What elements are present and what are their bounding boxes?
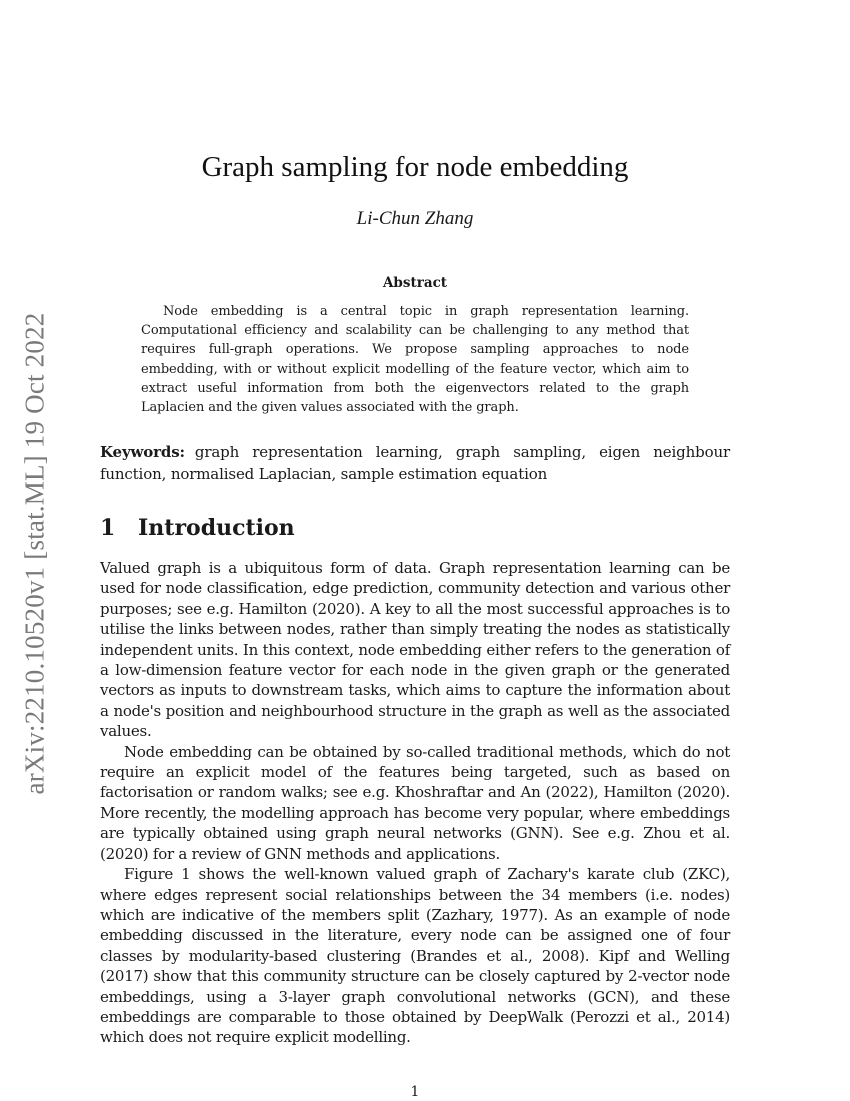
keywords-label: Keywords: bbox=[100, 443, 185, 461]
page-number: 1 bbox=[410, 1084, 420, 1100]
section-number: 1 bbox=[100, 515, 116, 541]
arxiv-identifier-margin bbox=[4, 288, 66, 818]
arxiv-identifier: arXiv:2210.10520v1 [stat.ML] 19 Oct 2022 bbox=[19, 312, 50, 794]
paragraph-2: Node embedding can be obtained by so-called traditional methods, which do not require an explicit model of the features being targeted, such as based on factorisation or random walks; see e.g. Khoshraftar and An (2022), Hamilton (2020). More recently, the modelling approach has become very popular, where embeddings are typically obtained using graph neural networks (GNN). See e.g. Zhou et al. (2020) for a review of GNN methods and applications. bbox=[100, 742, 730, 863]
abstract-text: Node embedding is a central topic in graph representation learning. Computational efficiency and scalability can be challenging to any method that requires full-graph operations. We propose sampling approaches to node embedding, with or without explicit modelling of the feature vector, which aim to extract useful information from both the eigenvectors related to the graph Laplacien and the given values associated with the graph. bbox=[141, 304, 689, 416]
section-body bbox=[100, 558, 730, 1048]
section-heading bbox=[100, 513, 730, 543]
keywords bbox=[100, 441, 730, 485]
keywords-text: graph representation learning, graph sampling, eigen neighbour function, normalised Laplacian, sample estimation equation bbox=[100, 443, 730, 483]
paragraph-3: Figure 1 shows the well-known valued graph of Zachary's karate club (ZKC), where edges represent social relationships between the 34 members (i.e. nodes) which are indicative of the members split (Zazhary, 1977). As an example of node embedding discussed in the literature, every node can be assigned one of four classes by modularity-based clustering (Brandes et al., 2008). Kipf and Welling (2017) show that this community structure can be closely captured by 2-vector node embeddings, using a 3-layer graph convolutional networks (GCN), and these embeddings are comparable to those obtained by DeepWalk (Perozzi et al., 2014) which does not require explicit modelling. bbox=[100, 865, 730, 1047]
section-title: Introduction bbox=[138, 515, 295, 541]
paragraph-1: Valued graph is a ubiquitous form of data. Graph representation learning can be used for node classification, edge prediction, community detection and various other purposes; see e.g. Hamilton (2020). A key to all the most successful approaches is to utilise the links between nodes, rather than simply treating the nodes as statistically independent units. In this context, node embedding either refers to the generation of a low-dimension feature vector for each node in the given graph or the generated vectors as inputs to downstream tasks, which aims to capture the information about a node's position and neighbourhood structure in the graph as well as the associated values. bbox=[100, 559, 730, 741]
paper-title: Graph sampling for node embedding bbox=[201, 151, 629, 183]
author-name: Li-Chun Zhang bbox=[356, 208, 474, 229]
abstract-heading: Abstract bbox=[382, 275, 448, 291]
